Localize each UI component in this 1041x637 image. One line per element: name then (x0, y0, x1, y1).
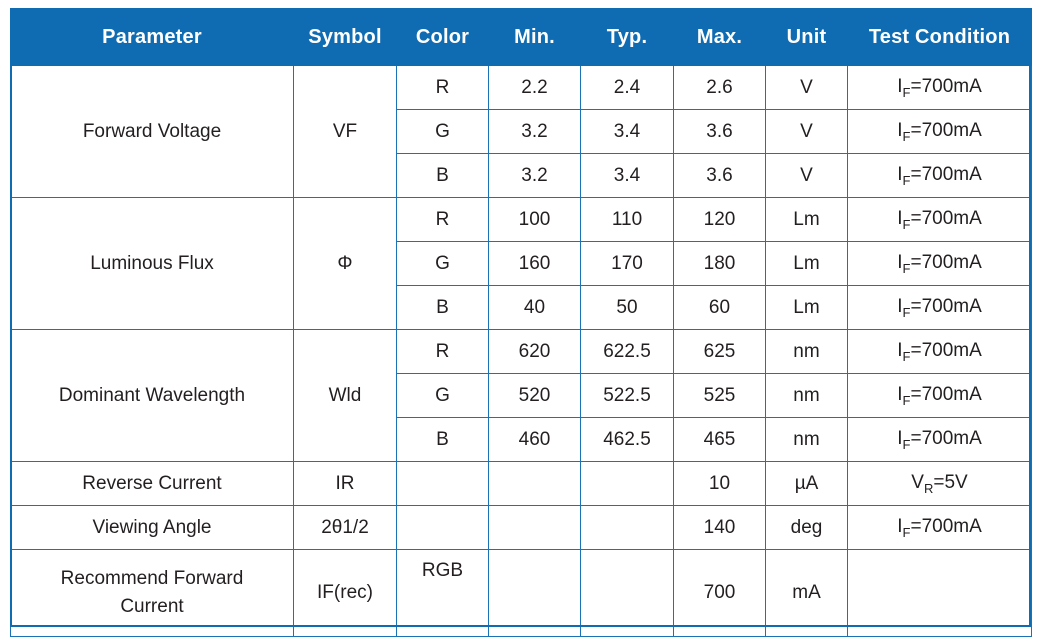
cell-color: R (397, 66, 489, 110)
cell-test-condition (848, 330, 1032, 374)
condition-subscript: F (902, 216, 911, 232)
condition-prefix: I (897, 383, 903, 405)
cell-typ: 170 (581, 242, 674, 286)
header-color: Color (397, 9, 489, 66)
cell-max: 525 (674, 374, 766, 418)
condition-prefix: I (897, 515, 903, 537)
condition-subscript: F (902, 128, 911, 144)
cell-min (489, 506, 581, 550)
cell-unit: Lm (766, 198, 848, 242)
cell-min: 460 (489, 418, 581, 462)
header-unit: Unit (766, 9, 848, 66)
cell-typ (581, 550, 674, 637)
cell-typ: 50 (581, 286, 674, 330)
condition-prefix: I (897, 427, 903, 449)
led-specification-table (10, 8, 1032, 637)
table-header (11, 9, 1032, 66)
cell-symbol: Wld (294, 330, 397, 462)
cell-color (397, 462, 489, 506)
cell-min (489, 462, 581, 506)
header-row (11, 9, 1032, 66)
condition-suffix: =700mA (910, 383, 982, 405)
cell-typ: 110 (581, 198, 674, 242)
cell-parameter: Forward Voltage (11, 66, 294, 198)
cell-test-condition (848, 154, 1032, 198)
cell-max: 625 (674, 330, 766, 374)
condition-suffix: =700mA (910, 163, 982, 185)
condition-suffix: =700mA (910, 119, 982, 141)
cell-color (397, 506, 489, 550)
cell-symbol: IF(rec) (294, 550, 397, 637)
cell-unit: nm (766, 418, 848, 462)
table-row (11, 66, 1032, 110)
cell-unit: µA (766, 462, 848, 506)
cell-max: 465 (674, 418, 766, 462)
cell-color: R (397, 198, 489, 242)
cell-color: G (397, 374, 489, 418)
cell-min: 160 (489, 242, 581, 286)
cell-unit: deg (766, 506, 848, 550)
cell-typ: 3.4 (581, 154, 674, 198)
cell-typ: 622.5 (581, 330, 674, 374)
cell-max: 700 (674, 550, 766, 637)
cell-test-condition (848, 198, 1032, 242)
cell-test-condition (848, 506, 1032, 550)
table-row (11, 198, 1032, 242)
cell-test-condition (848, 66, 1032, 110)
cell-color: B (397, 286, 489, 330)
cell-parameter: Viewing Angle (11, 506, 294, 550)
condition-suffix: =700mA (910, 295, 982, 317)
condition-prefix: I (897, 339, 903, 361)
table-row (11, 550, 1032, 637)
cell-symbol: VF (294, 66, 397, 198)
cell-max: 60 (674, 286, 766, 330)
condition-prefix: V (911, 471, 924, 493)
cell-min: 2.2 (489, 66, 581, 110)
cell-unit: V (766, 66, 848, 110)
cell-min: 620 (489, 330, 581, 374)
condition-suffix: =700mA (910, 339, 982, 361)
table-row (11, 330, 1032, 374)
cell-max: 180 (674, 242, 766, 286)
condition-prefix: I (897, 207, 903, 229)
cell-test-condition (848, 462, 1032, 506)
header-test-condition: Test Condition (848, 9, 1032, 66)
header-symbol: Symbol (294, 9, 397, 66)
condition-subscript: F (902, 524, 911, 540)
cell-parameter: Dominant Wavelength (11, 330, 294, 462)
cell-typ: 2.4 (581, 66, 674, 110)
cell-unit: mA (766, 550, 848, 637)
cell-color: B (397, 154, 489, 198)
condition-suffix: =700mA (910, 515, 982, 537)
cell-max: 120 (674, 198, 766, 242)
cell-max: 2.6 (674, 66, 766, 110)
condition-suffix: =5V (933, 471, 968, 493)
cell-test-condition (848, 550, 1032, 637)
cell-unit: V (766, 154, 848, 198)
condition-subscript: F (902, 84, 911, 100)
cell-color: G (397, 242, 489, 286)
cell-parameter: Luminous Flux (11, 198, 294, 330)
cell-unit: V (766, 110, 848, 154)
cell-test-condition (848, 110, 1032, 154)
condition-prefix: I (897, 295, 903, 317)
condition-prefix: I (897, 75, 903, 97)
cell-min: 3.2 (489, 154, 581, 198)
cell-typ: 462.5 (581, 418, 674, 462)
header-max: Max. (674, 9, 766, 66)
table-row (11, 506, 1032, 550)
header-typ: Typ. (581, 9, 674, 66)
cell-symbol: IR (294, 462, 397, 506)
cell-typ: 522.5 (581, 374, 674, 418)
parameter-line-2: Current (120, 596, 184, 617)
cell-min: 3.2 (489, 110, 581, 154)
cell-test-condition (848, 286, 1032, 330)
condition-suffix: =700mA (910, 427, 982, 449)
cell-parameter: Reverse Current (11, 462, 294, 506)
cell-max: 10 (674, 462, 766, 506)
cell-typ (581, 462, 674, 506)
cell-min: 520 (489, 374, 581, 418)
header-parameter: Parameter (11, 9, 294, 66)
condition-suffix: =700mA (910, 75, 982, 97)
parameter-line-1: Recommend Forward (60, 568, 244, 590)
cell-max: 3.6 (674, 154, 766, 198)
condition-prefix: I (897, 163, 903, 185)
cell-typ (581, 506, 674, 550)
cell-color: B (397, 418, 489, 462)
cell-unit: Lm (766, 242, 848, 286)
cell-symbol: Φ (294, 198, 397, 330)
cell-color: R (397, 330, 489, 374)
cell-symbol: 2θ1/2 (294, 506, 397, 550)
condition-suffix: =700mA (910, 251, 982, 273)
cell-typ: 3.4 (581, 110, 674, 154)
condition-subscript: F (902, 304, 911, 320)
condition-subscript: R (923, 480, 934, 496)
cell-max: 140 (674, 506, 766, 550)
cell-test-condition (848, 242, 1032, 286)
table-row (11, 462, 1032, 506)
condition-subscript: F (902, 348, 911, 364)
condition-subscript: F (902, 436, 911, 452)
condition-prefix: I (897, 251, 903, 273)
condition-suffix: =700mA (910, 207, 982, 229)
cell-min: 100 (489, 198, 581, 242)
condition-subscript: F (902, 392, 911, 408)
cell-unit: nm (766, 330, 848, 374)
cell-min: 40 (489, 286, 581, 330)
header-min: Min. (489, 9, 581, 66)
cell-color: RGB (397, 550, 489, 637)
cell-test-condition (848, 418, 1032, 462)
table-body (11, 66, 1032, 637)
cell-color: G (397, 110, 489, 154)
condition-prefix: I (897, 119, 903, 141)
cell-min (489, 550, 581, 637)
condition-subscript: F (902, 260, 911, 276)
cell-max: 3.6 (674, 110, 766, 154)
cell-parameter (11, 550, 294, 637)
cell-unit: nm (766, 374, 848, 418)
cell-test-condition (848, 374, 1032, 418)
condition-subscript: F (902, 172, 911, 188)
cell-unit: Lm (766, 286, 848, 330)
